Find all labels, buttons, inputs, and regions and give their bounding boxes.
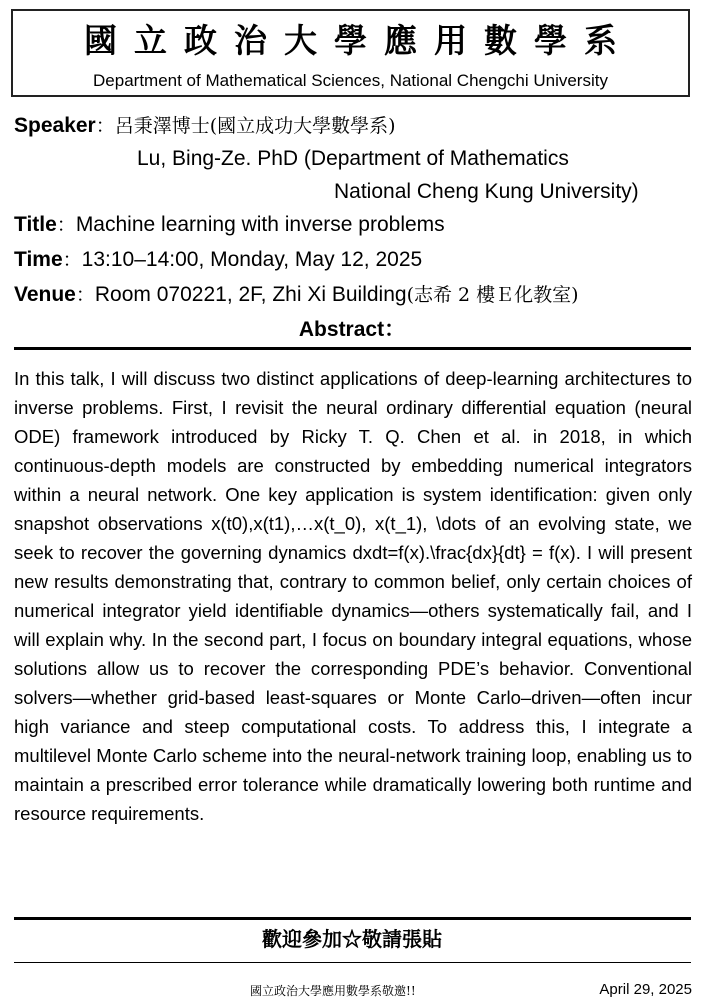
speaker-label: Speaker <box>14 114 96 137</box>
talk-time: 13:10–14:00, Monday, May 12, 2025 <box>81 248 423 271</box>
time-line <box>14 246 422 274</box>
talk-title: Machine learning with inverse problems <box>75 213 445 236</box>
title-separator: ： <box>56 214 76 236</box>
footer-invitation: 國立政治大學應用數學系敬邀!! <box>250 984 416 998</box>
venue-value-chinese: (志希 2 樓Ｅ化教室) <box>406 284 579 306</box>
time-separator: ： <box>62 249 82 271</box>
title-line <box>14 211 445 239</box>
welcome-note: 歡迎參加☆敬請張貼 <box>262 927 442 951</box>
speaker-line <box>14 112 396 140</box>
department-title-english: Department of Mathematical Sciences, National Chengchi University <box>93 71 608 90</box>
divider-top <box>14 347 691 350</box>
time-label: Time <box>14 248 63 271</box>
footer-date: April 29, 2025 <box>599 981 692 998</box>
abstract-heading: Abstract： <box>298 318 406 341</box>
venue-label: Venue <box>14 283 76 306</box>
title-label: Title <box>14 213 57 236</box>
venue-value: Room 070221, 2F, Zhi Xi Building <box>94 283 407 306</box>
footer-divider <box>14 962 691 963</box>
speaker-separator: ： <box>95 115 115 137</box>
abstract-text: In this talk, I will discuss two distinct applications of deep-learning architectures to inverse problems. First, I revisit the neural ordinary differential equation (neural ODE) framework introduced by Ricky T. Q. Chen et al. in 2018, in which continuous-depth models are constructed by embedding numerical integrators within a neural network. One key application is system identification: given only snapshot observations x(t0),x(t1),…x(t_0), x(t_1), \dots of an evolving state, we seek to recover the governing dynamics dxdt=f(x).\frac{dx}{dt} = f(x). I will present new results demonstrating that, contrary to common belief, only certain choices of numerical integrator yield identifiable dynamics—others systematically fail, and I will explain why. In the second part, I focus on boundary integral equations, whose solutions allow us to recover the corresponding PDE’s behavior. Conventional solvers—whether grid-based least-squares or Monte Carlo–driven—often incur high variance and steep computational costs. To address this, I integrate a multilevel Monte Carlo scheme into the neural-network training loop, enabling us to maintain a prescribed error tolerance while dramatically lowering both runtime and resource requirements. <box>14 368 692 824</box>
department-title-chinese: 國立政治大學應用數學系 <box>84 21 634 60</box>
speaker-name-english-line1: Lu, Bing-Ze. PhD (Department of Mathematics <box>137 147 569 170</box>
header-box <box>11 9 690 97</box>
venue-separator: ： <box>75 284 95 306</box>
speaker-name-chinese: 呂秉澤博士(國立成功大學數學系) <box>114 115 396 137</box>
divider-bottom <box>14 917 691 920</box>
speaker-name-english-line2: National Cheng Kung University) <box>334 180 639 203</box>
venue-line <box>14 281 579 309</box>
